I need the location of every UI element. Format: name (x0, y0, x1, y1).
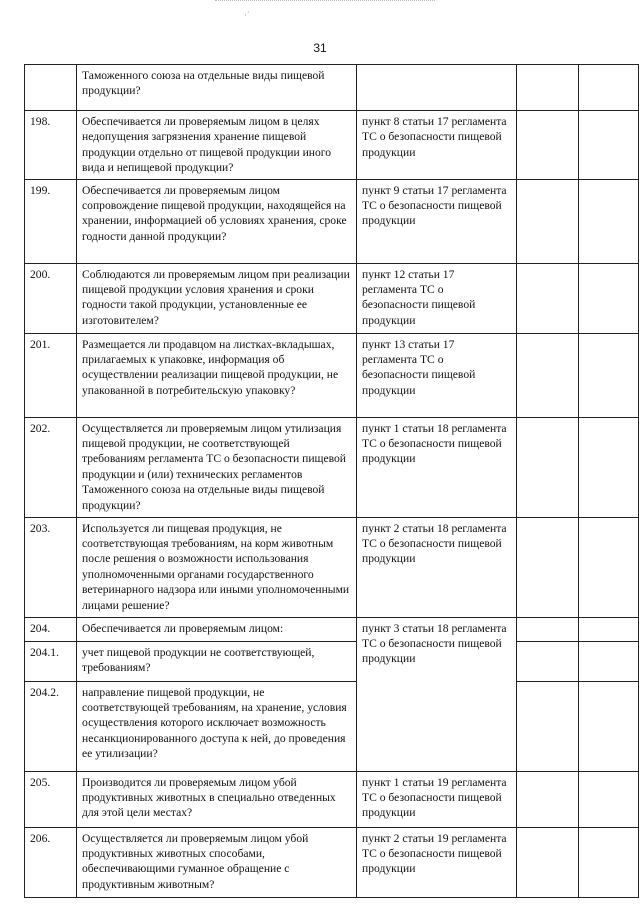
legal-reference (357, 65, 517, 111)
legal-reference: пункт 3 статьи 18 регламента ТС о безопасности пищевой продукции (357, 617, 517, 771)
legal-reference: пункт 2 статьи 19 регламента ТС о безопасности пищевой продукции (357, 827, 517, 897)
answer-cell (517, 771, 579, 827)
legal-reference: пункт 13 статьи 17 регламента ТС о безопасности пищевой продукции (357, 333, 517, 417)
legal-reference: пункт 1 статьи 19 регламента ТС о безопасности пищевой продукции (357, 771, 517, 827)
note-cell (579, 111, 639, 180)
table-row (25, 417, 639, 517)
answer-cell (517, 827, 579, 897)
note-cell (579, 417, 639, 517)
row-number: 204.2. (25, 681, 77, 771)
row-number: 199. (25, 179, 77, 263)
question-text: Обеспечивается ли проверяемым лицом: (77, 617, 357, 641)
answer-cell (517, 681, 579, 771)
table-row (25, 641, 639, 681)
answer-cell (517, 111, 579, 180)
question-text: Таможенного союза на отдельные виды пищевой продукции? (77, 65, 357, 111)
table-row (25, 263, 639, 333)
question-text: направление пищевой продукции, не соответствующей требованиям, на хранение, условия осуществления которого исключает возможность несанкционированного доступа к ней, до проведения ее утилизации? (77, 681, 357, 771)
row-number: 202. (25, 417, 77, 517)
question-text: Размещается ли продавцом на листках-вкладышах, прилагаемых к упаковке, информация об осуществлении реализации пищевой продукции, не упакованной в потребительскую упаковку? (77, 333, 357, 417)
question-text: Производится ли проверяемым лицом убой продуктивных животных в специально отведенных для этой цели местах? (77, 771, 357, 827)
table-row (25, 65, 639, 111)
note-cell (579, 179, 639, 263)
answer-cell (517, 333, 579, 417)
answer-cell (517, 417, 579, 517)
row-number: 205. (25, 771, 77, 827)
row-number: 204.1. (25, 641, 77, 681)
legal-reference: пункт 1 статьи 18 регламента ТС о безопасности пищевой продукции (357, 417, 517, 517)
table-row (25, 517, 639, 617)
legal-reference: пункт 12 статьи 17 регламента ТС о безопасности пищевой продукции (357, 263, 517, 333)
note-cell (579, 333, 639, 417)
checklist-table (24, 64, 639, 898)
row-number: 198. (25, 111, 77, 180)
table-row (25, 827, 639, 897)
question-text: Осуществляется ли проверяемым лицом утилизация пищевой продукции, не соответствующей требованиям регламента ТС о безопасности пищевой продукции и (или) технических регламентов Таможенного союза на отдельные виды пищевой продукции? (77, 417, 357, 517)
answer-cell (517, 641, 579, 681)
legal-reference: пункт 2 статьи 18 регламента ТС о безопасности пищевой продукции (357, 517, 517, 617)
row-number: 201. (25, 333, 77, 417)
question-text: Используется ли пищевая продукция, не соответствующая требованиям, на корм животным после решения о возможности использования уполномоченными органами государственного ветеринарного надзора или иными уполномоченными лицами решение? (77, 517, 357, 617)
note-cell (579, 771, 639, 827)
row-number: 204. (25, 617, 77, 641)
table-row (25, 771, 639, 827)
scan-artifact-line (215, 0, 435, 5)
note-cell (579, 263, 639, 333)
legal-reference: пункт 9 статьи 17 регламента ТС о безопасности пищевой продукции (357, 179, 517, 263)
row-number: 200. (25, 263, 77, 333)
answer-cell (517, 179, 579, 263)
row-number (25, 65, 77, 111)
question-text: Соблюдаются ли проверяемым лицом при реализации пищевой продукции условия хранения и сроки годности такой продукции, установленные ее изготовителем? (77, 263, 357, 333)
note-cell (579, 517, 639, 617)
scan-artifact-smudge: ·´ (244, 10, 250, 20)
answer-cell (517, 517, 579, 617)
table-row (25, 681, 639, 771)
note-cell (579, 641, 639, 681)
table-row (25, 179, 639, 263)
note-cell (579, 827, 639, 897)
legal-reference: пункт 8 статьи 17 регламента ТС о безопасности пищевой продукции (357, 111, 517, 180)
question-text: Обеспечивается ли проверяемым лицом сопровождение пищевой продукции, находящейся на хранении, информацией об условиях хранения, сроке годности данной продукции? (77, 179, 357, 263)
row-number: 206. (25, 827, 77, 897)
note-cell (579, 681, 639, 771)
question-text: учет пищевой продукции не соответствующей, требованиям? (77, 641, 357, 681)
note-cell (579, 617, 639, 641)
row-number: 203. (25, 517, 77, 617)
table-row (25, 111, 639, 180)
answer-cell (517, 617, 579, 641)
page-number: 31 (313, 41, 327, 55)
answer-cell (517, 65, 579, 111)
note-cell (579, 65, 639, 111)
question-text: Обеспечивается ли проверяемым лицом в целях недопущения загрязнения хранение пищевой продукции отдельно от пищевой продукции иного вида и непищевой продукции? (77, 111, 357, 180)
question-text: Осуществляется ли проверяемым лицом убой продуктивных животных способами, обеспечивающими гуманное обращение с продуктивным животным? (77, 827, 357, 897)
table-row (25, 333, 639, 417)
answer-cell (517, 263, 579, 333)
table-row (25, 617, 639, 641)
